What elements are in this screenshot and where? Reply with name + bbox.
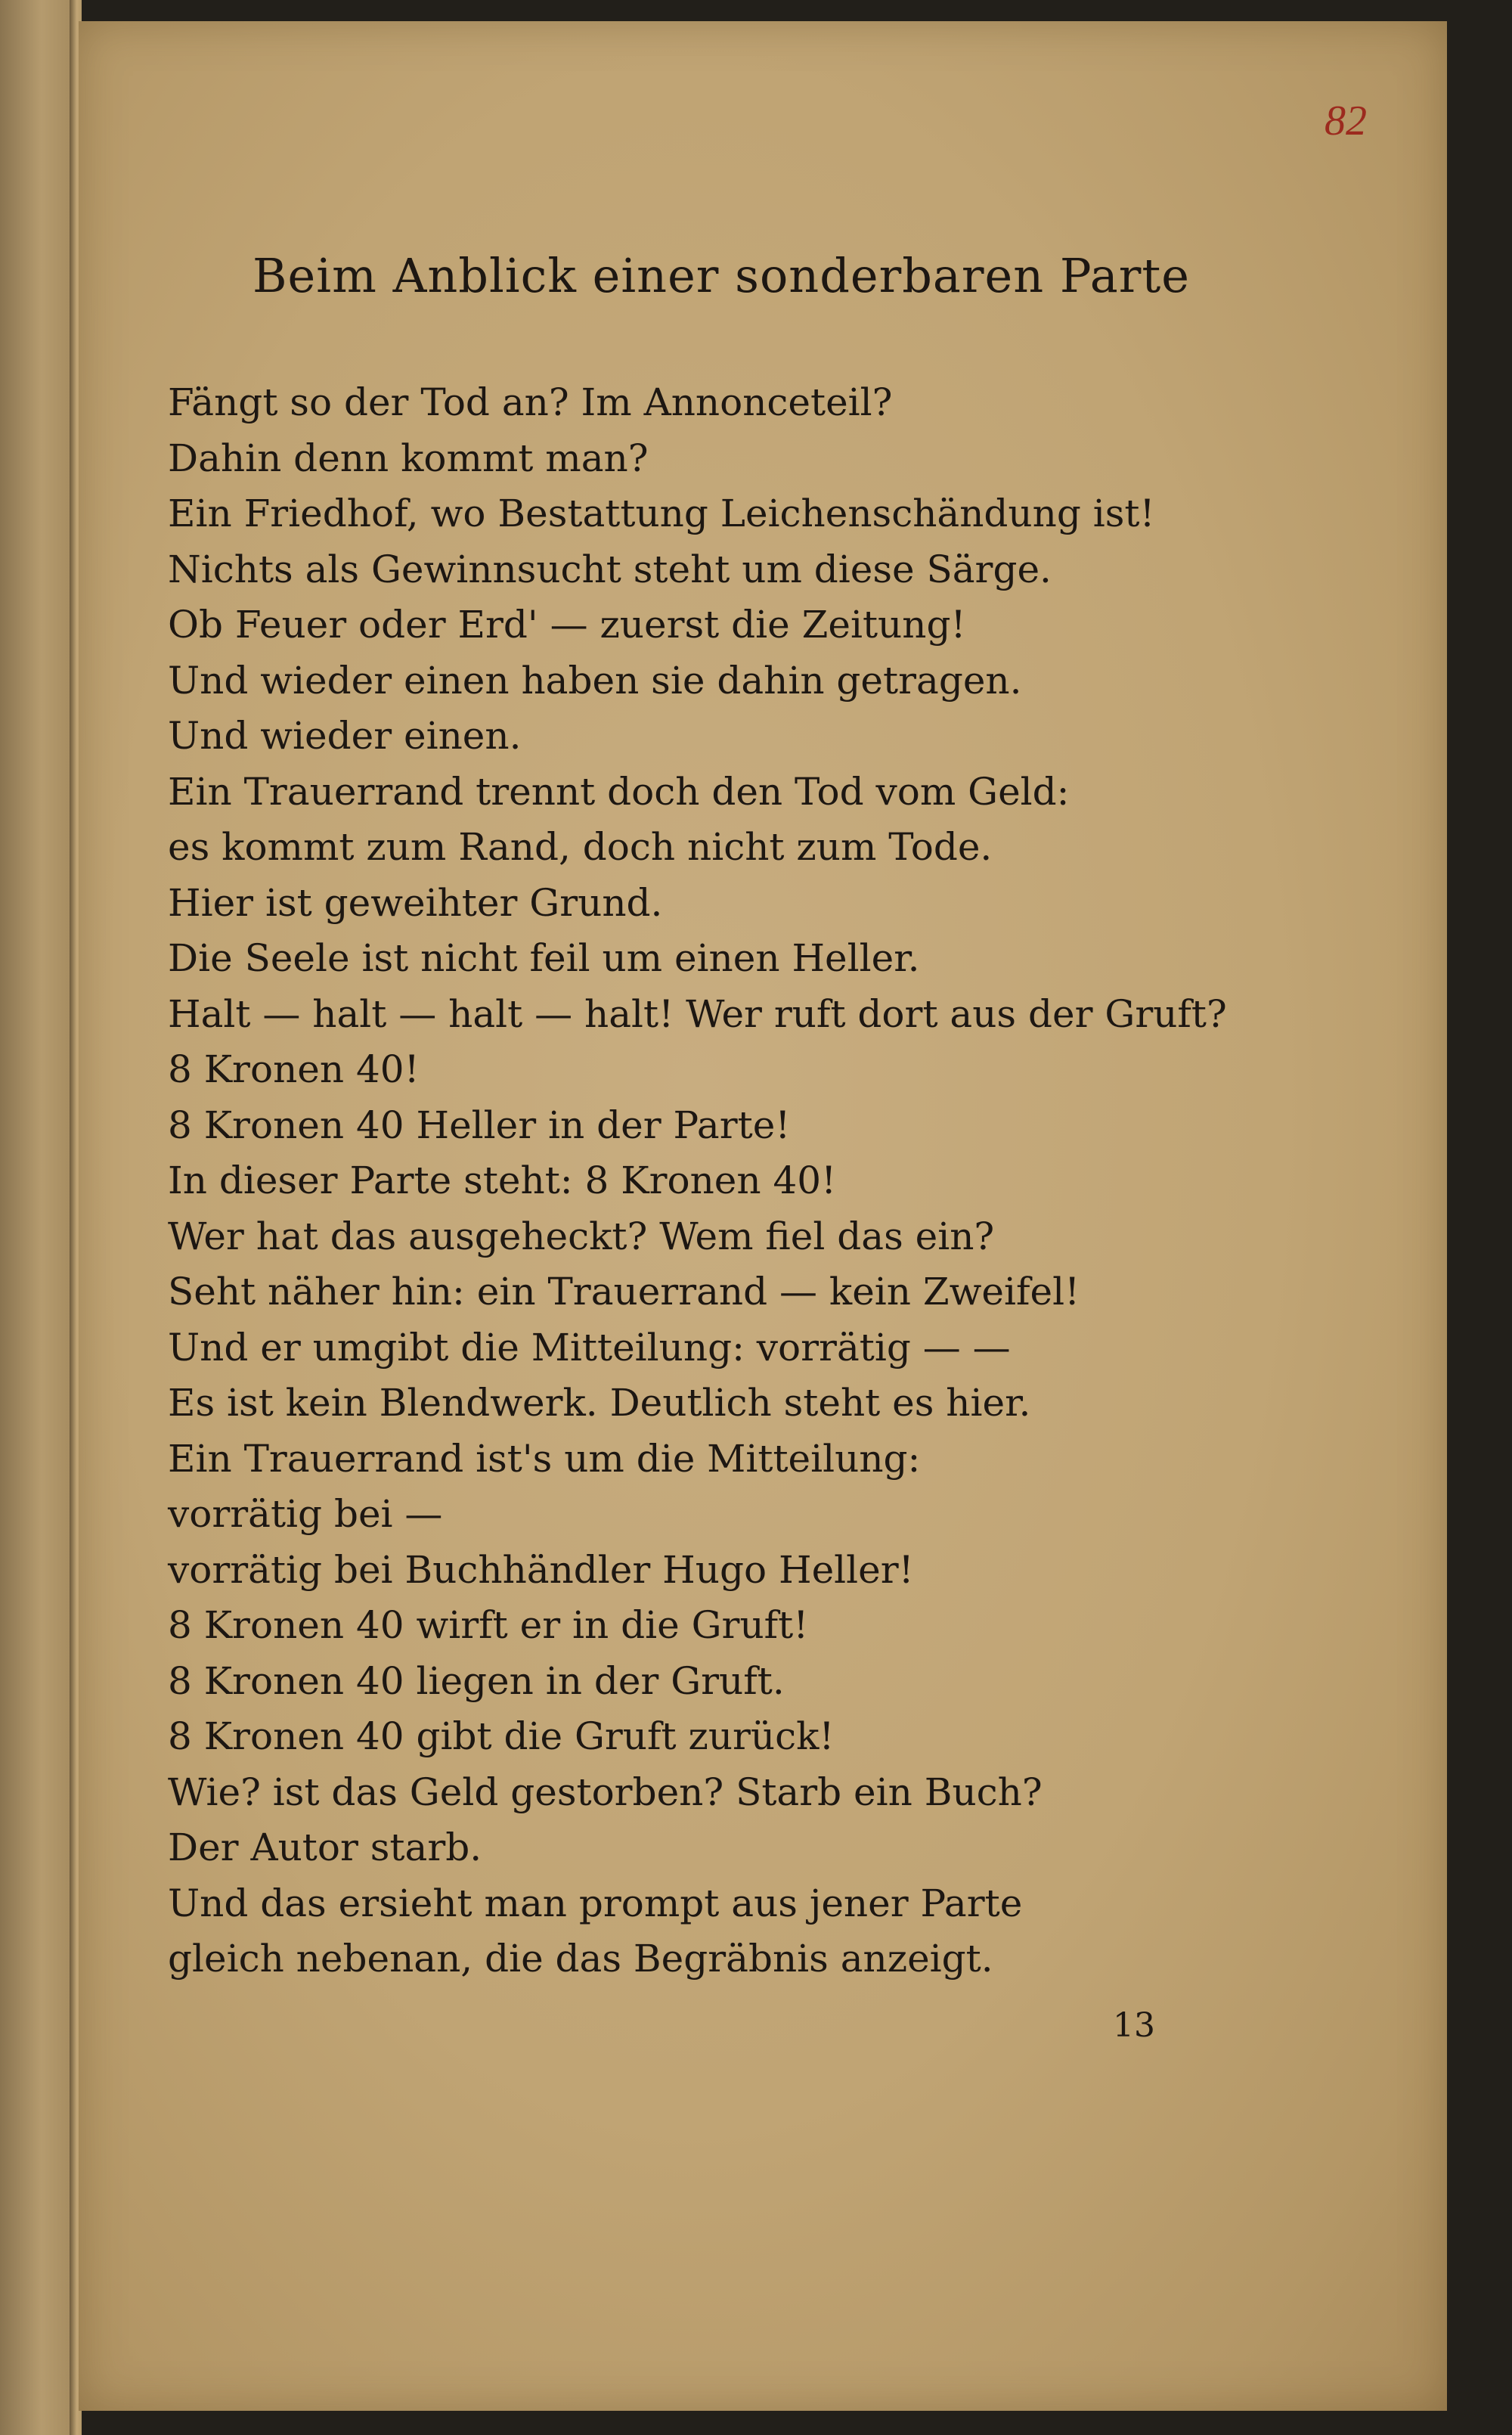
poem-line: Ein Trauerrand ist's um die Mitteilung: <box>168 1436 921 1481</box>
poem-line: 8 Kronen 40 Heller in der Parte! <box>168 1103 791 1147</box>
poem-line: Seht näher hin: ein Trauerrand — kein Zweifel! <box>168 1270 1080 1314</box>
poem-line: gleich nebenan, die das Begräbnis anzeigt. <box>168 1937 993 1981</box>
poem-line: es kommt zum Rand, doch nicht zum Tode. <box>168 825 993 869</box>
poem-title: Beim Anblick einer sonderbaren Parte <box>253 248 1190 303</box>
poem-line: 8 Kronen 40 liegen in der Gruft. <box>168 1658 785 1703</box>
poem-line: Ein Trauerrand trennt doch den Tod vom Geld: <box>168 769 1070 814</box>
poem-line: In dieser Parte steht: 8 Kronen 40! <box>168 1159 837 1202</box>
poem-line: Und wieder einen haben sie dahin getragen. <box>168 658 1022 703</box>
poem-line: Dahin denn kommt man? <box>168 436 649 480</box>
poem-line: Wie? ist das Geld gestorben? Starb ein Buch? <box>168 1770 1043 1814</box>
facing-page-edge <box>0 0 76 2435</box>
poem-line: 8 Kronen 40 wirft er in die Gruft! <box>168 1603 809 1647</box>
page-number: 13 <box>1113 2006 1155 2045</box>
poem-line: Wer hat das ausgeheckt? Wem fiel das ein? <box>168 1214 995 1258</box>
poem-body <box>168 375 1227 1987</box>
poem-line: Die Seele ist nicht feil um einen Heller. <box>168 936 920 980</box>
poem-line: Und wieder einen. <box>168 714 522 758</box>
poem-line: Ein Friedhof, wo Bestattung Leichenschändung ist! <box>168 492 1155 535</box>
poem-line: Und das ersieht man prompt aus jener Parte <box>168 1881 1023 1925</box>
poem-line: vorrätig bei — <box>168 1492 443 1536</box>
poem-line: 8 Kronen 40! <box>168 1047 420 1091</box>
poem-line: Halt — halt — halt — halt! Wer ruft dort aus der Gruft? <box>168 991 1227 1036</box>
handwritten-folio-number: 82 <box>1325 98 1367 144</box>
poem-line: Ob Feuer oder Erd' — zuerst die Zeitung! <box>168 603 966 647</box>
poem-line: vorrätig bei Buchhändler Hugo Heller! <box>168 1547 914 1592</box>
poem-line: Und er umgibt die Mitteilung: vorrätig — — <box>168 1325 1011 1369</box>
poem-line: Fängt so der Tod an? Im Annonceteil? <box>168 380 893 424</box>
book-page <box>79 21 1447 2411</box>
poem-line: 8 Kronen 40 gibt die Gruft zurück! <box>168 1714 835 1758</box>
poem-line: Nichts als Gewinnsucht steht um diese Särge. <box>168 547 1052 591</box>
poem-line: Hier ist geweihter Grund. <box>168 880 663 925</box>
poem-line: Es ist kein Blendwerk. Deutlich steht es hier. <box>168 1381 1031 1425</box>
poem-line: Der Autor starb. <box>168 1825 482 1869</box>
